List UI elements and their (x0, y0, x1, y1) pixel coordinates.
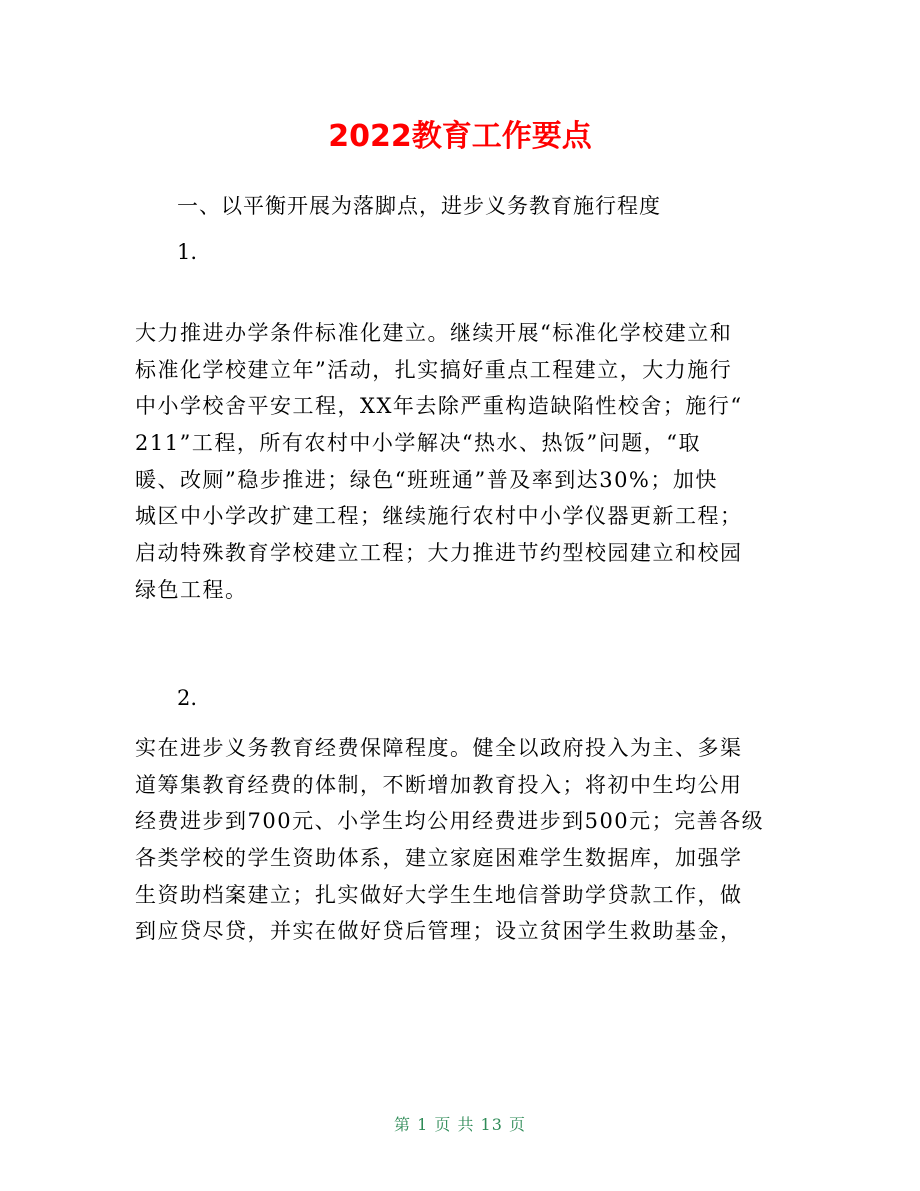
paragraph-item-2 (135, 730, 785, 950)
document-title: 2022教育工作要点 (328, 119, 592, 154)
item-number-2: 2. (177, 686, 198, 710)
paragraph-line: 绿色工程。 (135, 577, 248, 602)
page-footer (0, 1113, 920, 1137)
footer-current-page: 1 (417, 1115, 429, 1134)
item-number-1: 1. (177, 240, 198, 264)
paragraph-line: 启动特殊教育学校建立工程；大力推进节约型校园建立和校园 (135, 541, 743, 566)
footer-prefix: 第 (393, 1115, 411, 1134)
paragraph-line: 道筹集教育经费的体制，不断增加教育投入；将初中生均公用 (135, 772, 743, 797)
paragraph-line: 中小学校舍平安工程，XX年去除严重构造缺陷性校舍；施行“ (135, 394, 743, 419)
paragraph-line: 实在进步义务教育经费保障程度。健全以政府投入为主、多渠 (135, 736, 743, 760)
paragraph-item-1 (135, 315, 785, 609)
paragraph-line: 211”工程，所有农村中小学解决“热水、热饭”问题，“取 (135, 431, 702, 456)
paragraph-line: 标准化学校建立年”活动，扎实搞好重点工程建立，大力施行 (135, 357, 733, 382)
paragraph-line: 到应贷尽贷，并实在做好贷后管理；设立贫困学生救助基金， (135, 919, 743, 944)
paragraph-line: 各类学校的学生资助体系，建立家庭困难学生数据库，加强学 (135, 846, 743, 871)
paragraph-line: 生资助档案建立；扎实做好大学生生地信誉助学贷款工作，做 (135, 882, 743, 907)
paragraph-line: 暖、改厕”稳步推进；绿色“班班通”普及率到达30%；加快 (135, 467, 718, 492)
paragraph-line: 大力推进办学条件标准化建立。继续开展“标准化学校建立和 (135, 321, 733, 345)
paragraph-line: 城区中小学改扩建工程；继续施行农村中小学仪器更新工程； (135, 504, 743, 529)
section-heading: 一、以平衡开展为落脚点，进步义务教育施行程度 (177, 194, 661, 218)
footer-middle: 页 共 (434, 1115, 475, 1134)
footer-total-pages: 13 (480, 1115, 503, 1134)
paragraph-line: 经费进步到700元、小学生均公用经费进步到500元；完善各级 (135, 809, 765, 834)
footer-suffix: 页 (509, 1115, 527, 1134)
